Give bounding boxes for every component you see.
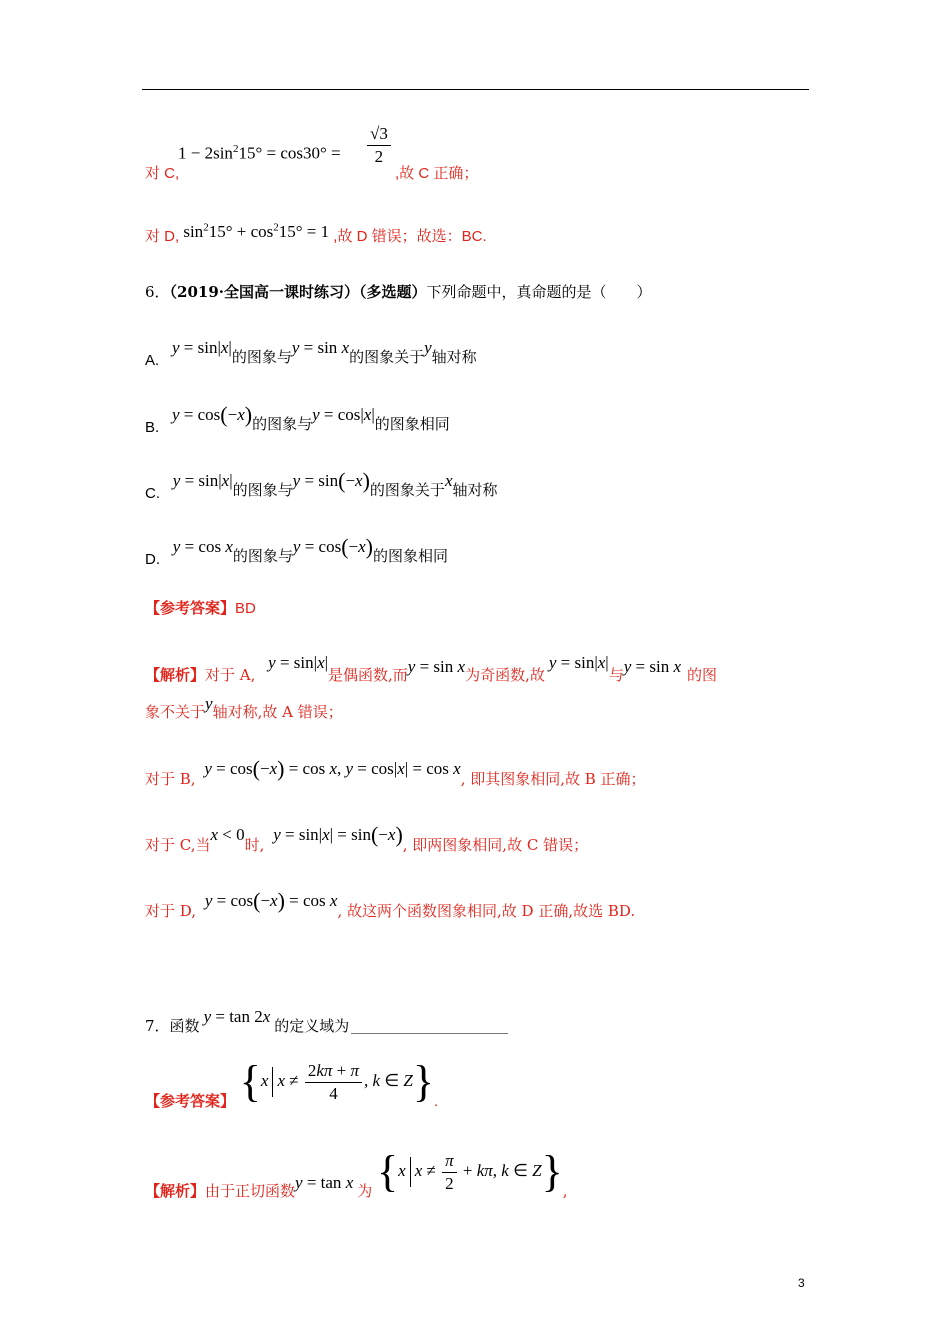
answer-blank[interactable] (351, 1033, 508, 1034)
q6-analysis-c: 对于 C,当x < 0时, y = sin|x| = sin(−x), 即两图象相同,故 C 错误； (145, 822, 589, 854)
option-a: A. y = sin|x|的图象与y = sin x的图象关于y轴对称 (145, 338, 477, 369)
tan-domain-set: {x x ≠ $\frac{\pi}{2}$ + kπ, k ∈ Z} (377, 1147, 563, 1196)
q6-analysis-a: 【解析】对于 A, y = sin|x|是偶函数,而y = sin x为奇函数,故y = sin|x|与y = sin x 的图 (145, 653, 718, 684)
option-b: B. y = cos(−x)的图象与y = cos|x|的图象相同 (145, 402, 450, 436)
q6-analysis-a-cont: 象不关于y轴对称,故 A 错误； (145, 694, 343, 721)
solution-line-d: 对 D, $\sin^215^\circ + \cos^215^\circ = 1$ ,故 D 错误；故选：BC. (145, 221, 487, 245)
question-6-header: 6．（2019·全国高一课时练习）（多选题）下列命题中，真命题的是（ ） (145, 283, 652, 301)
q6-analysis-d: 对于 D, y = cos(−x) = cos x, 故这两个函数图象相同,故 D 正确,故选 BD. (145, 888, 636, 920)
q6-answer: 【参考答案】BD (145, 599, 256, 617)
math-c-left: $1 - 2\sin^215^\circ = \cos 30^\circ$ = (178, 143, 341, 163)
option-d: D. y = cos x的图象与y = cos(−x)的图象相同 (145, 534, 448, 568)
q6-analysis-b: 对于 B, y = cos(−x) = cos x, y = cos|x| = cos x, 即其图象相同,故 B 正确； (145, 756, 646, 788)
header-rule (142, 89, 809, 90)
domain-set: {x x ≠ $\frac{2k\pi + \pi}{4}$ , k ∈ Z} (239, 1057, 434, 1106)
solution-line-c: 对 C, $1 - 2\sin^215^\circ = \cos 30^\circ$ = $\frac{√3}{2}$ ,故 C 正确； (145, 124, 479, 182)
q7-analysis: 【解析】由于正切函数y = tan x 为 {x x ≠ $\frac{\pi}{2}$ + kπ, k ∈ Z}, (145, 1147, 568, 1200)
math-c-frac: $\frac{√3}{2}$ (365, 124, 393, 167)
math-d: $\sin^215^\circ + \cos^215^\circ = 1$ (183, 221, 330, 241)
option-c: C. y = sin|x|的图象与y = sin(−x)的图象关于x轴对称 (145, 468, 498, 502)
q7-answer: 【参考答案】 {x x ≠ $\frac{2k\pi + \pi}{4}$ , k ∈ Z}. (145, 1057, 439, 1110)
question-7: 7．函数 y = tan 2x 的定义域为 (145, 1006, 508, 1027)
page-number: 3 (798, 1276, 805, 1290)
